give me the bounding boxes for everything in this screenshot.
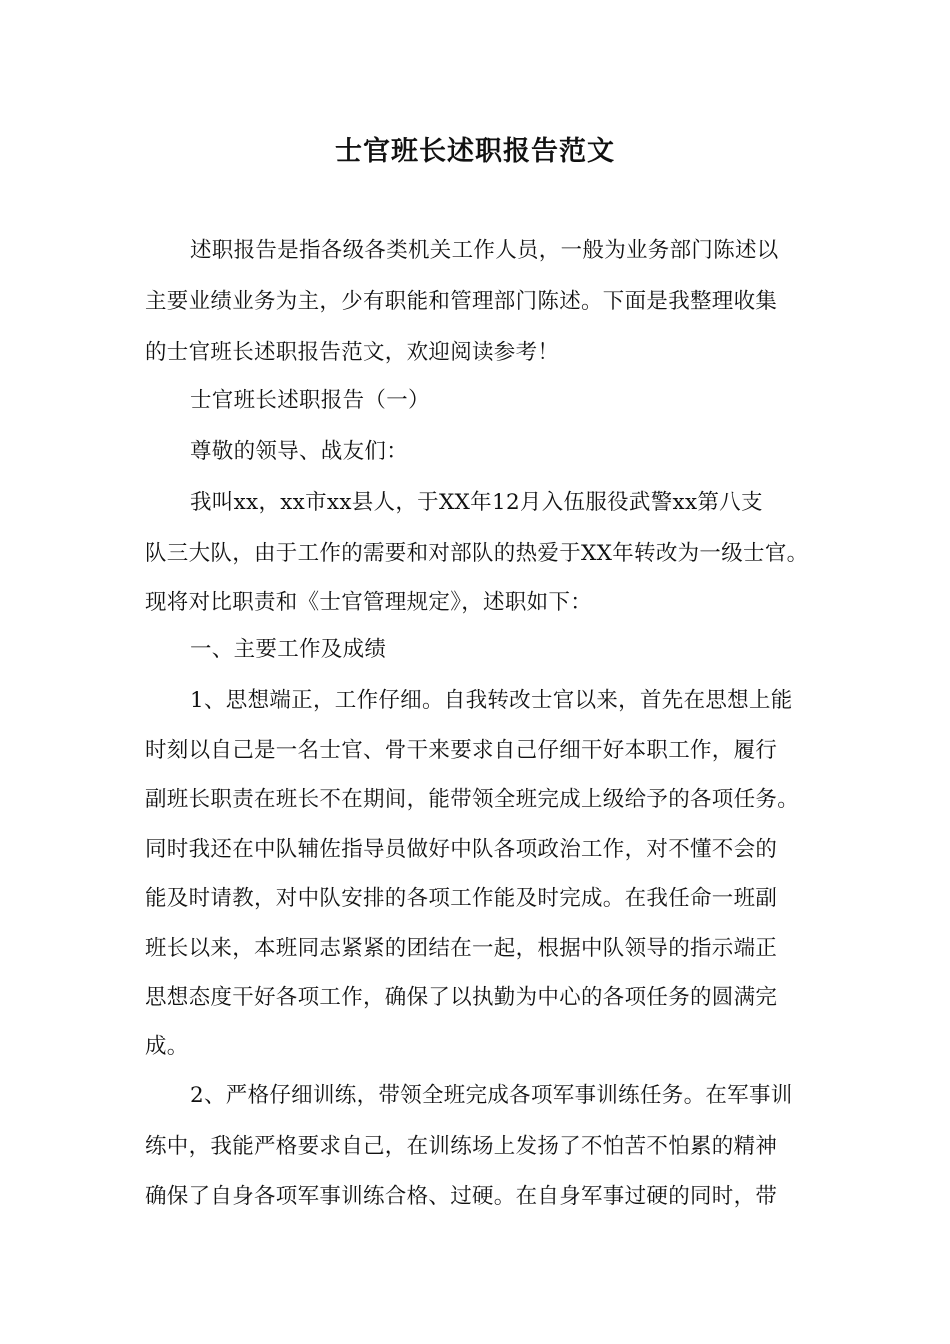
section-heading: 一、主要工作及成绩 xyxy=(190,637,387,662)
document-title: 士官班长述职报告范文 xyxy=(335,136,615,167)
paragraph-line: 1、思想端正，工作仔细。自我转改士官以来，首先在思想上能 xyxy=(190,688,793,713)
paragraph-line: 班长以来，本班同志紧紧的团结在一起，根据中队领导的指示端正 xyxy=(145,936,778,961)
paragraph-line: 述职报告是指各级各类机关工作人员，一般为业务部门陈述以 xyxy=(190,238,779,263)
paragraph-line: 副班长职责在班长不在期间，能带领全班完成上级给予的各项任务。 xyxy=(145,787,800,812)
paragraph-line: 成。 xyxy=(145,1034,189,1059)
paragraph-line: 能及时请教，对中队安排的各项工作能及时完成。在我任命一班副 xyxy=(145,886,778,911)
paragraph-line: 确保了自身各项军事训练合格、过硬。在自身军事过硬的同时，带 xyxy=(145,1184,778,1209)
section-heading: 士官班长述职报告（一） xyxy=(190,388,430,413)
paragraph-line: 2、严格仔细训练，带领全班完成各项军事训练任务。在军事训 xyxy=(190,1083,793,1108)
paragraph-line: 时刻以自己是一名士官、骨干来要求自己仔细干好本职工作，履行 xyxy=(145,738,778,763)
paragraph-line: 主要业绩业务为主，少有职能和管理部门陈述。下面是我整理收集 xyxy=(145,289,778,314)
paragraph-line: 思想态度干好各项工作，确保了以执勤为中心的各项任务的圆满完 xyxy=(145,985,778,1010)
paragraph-line: 同时我还在中队辅佐指导员做好中队各项政治工作，对不懂不会的 xyxy=(145,837,778,862)
paragraph-line: 的士官班长述职报告范文，欢迎阅读参考！ xyxy=(145,340,560,365)
paragraph-line: 我叫xx，xx市xx县人，于XX年12月入伍服役武警xx第八支 xyxy=(190,490,763,515)
paragraph-line: 队三大队，由于工作的需要和对部队的热爱于XX年转改为一级士官。 xyxy=(145,541,809,566)
paragraph-line: 练中，我能严格要求自己，在训练场上发扬了不怕苦不怕累的精神 xyxy=(145,1134,778,1159)
paragraph-line: 现将对比职责和《士官管理规定》，述职如下： xyxy=(145,590,593,615)
salutation: 尊敬的领导、战友们： xyxy=(190,439,409,464)
